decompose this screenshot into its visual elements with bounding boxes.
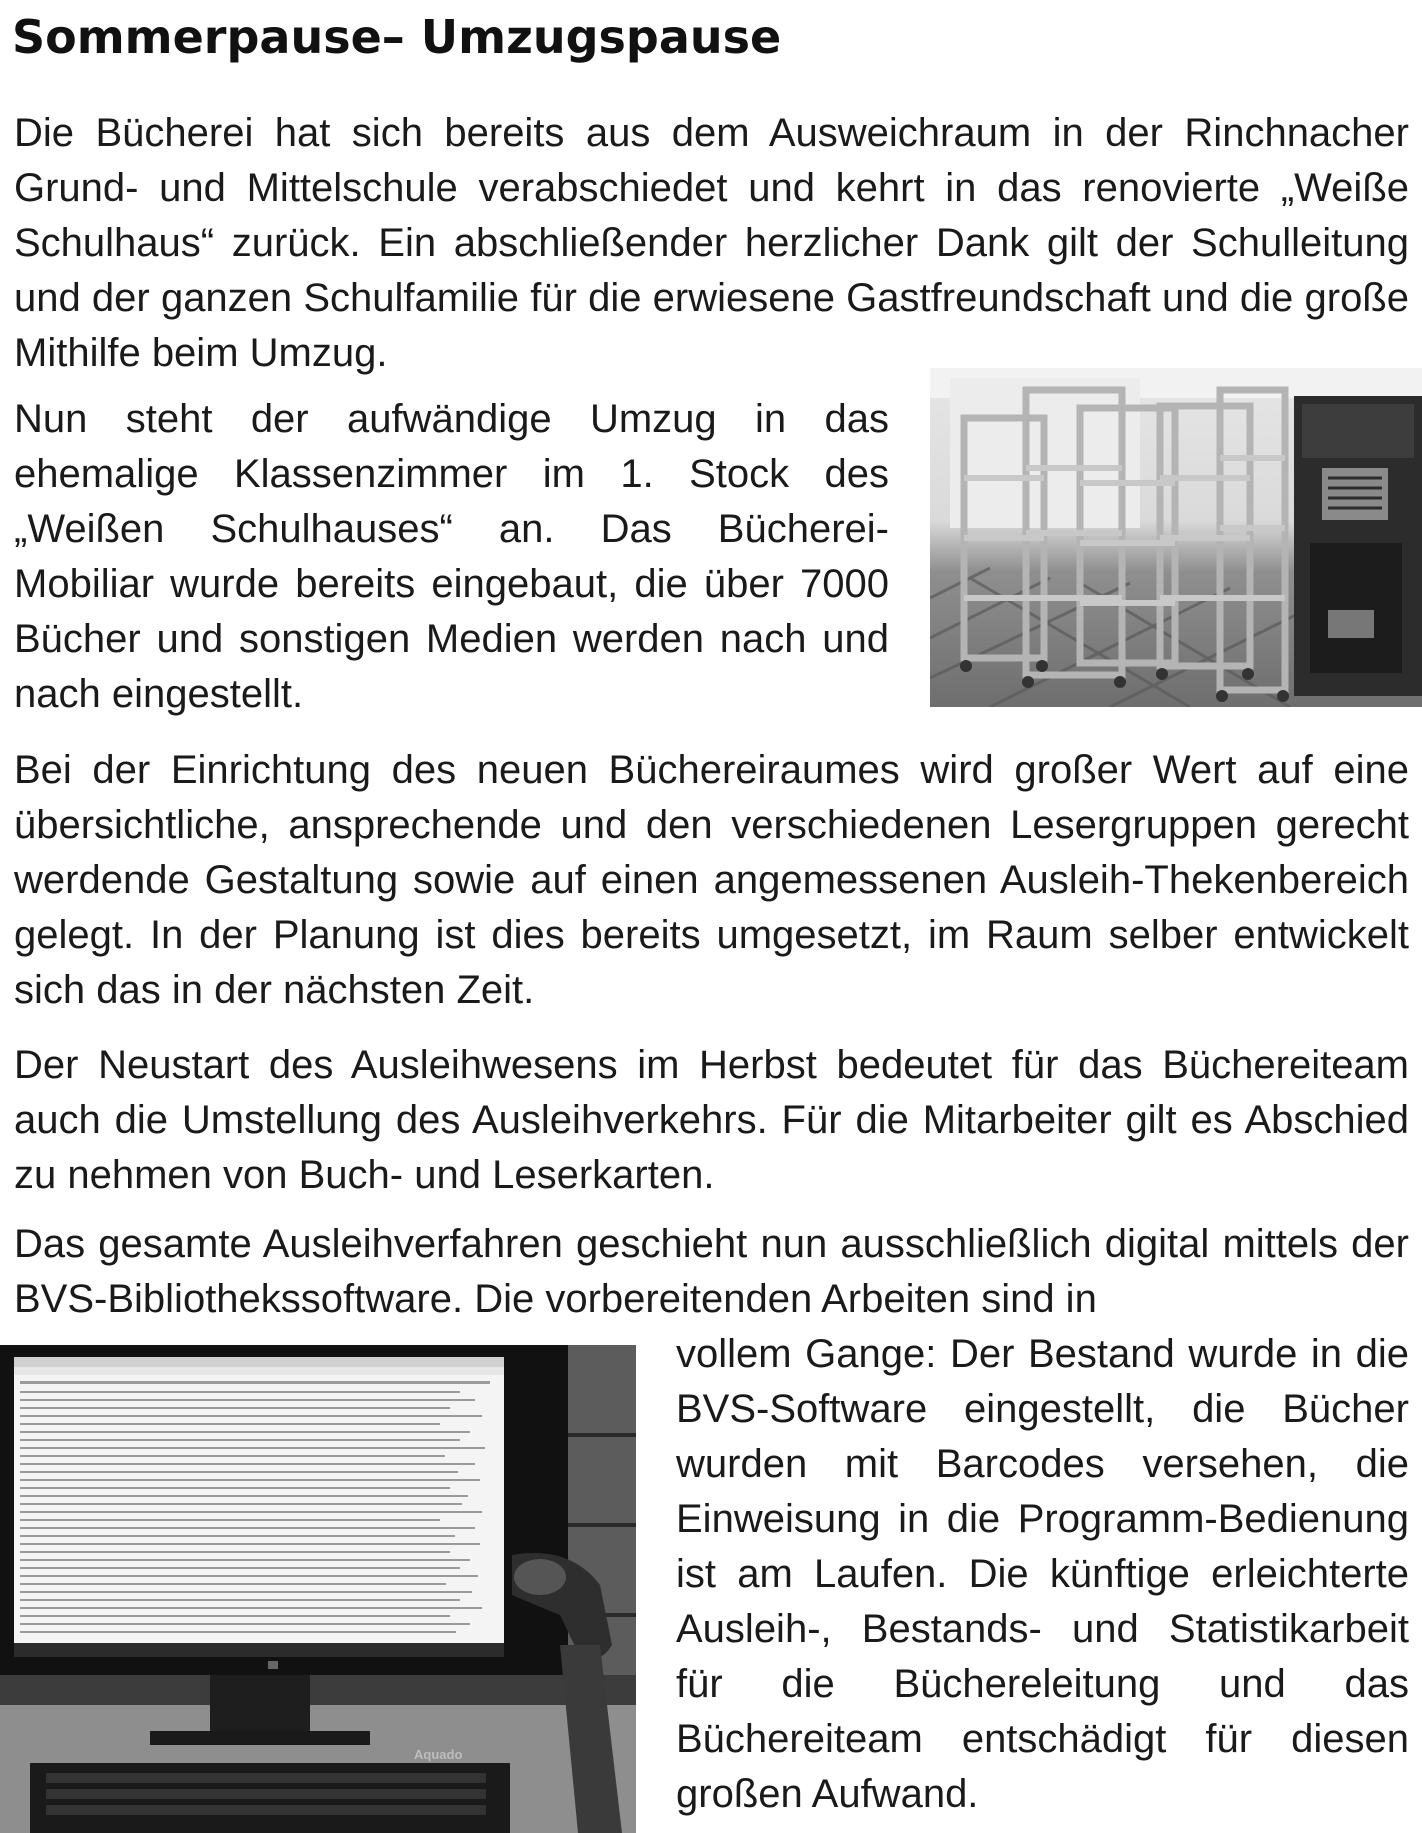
paragraph-library-farewell: Die Bücherei hat sich bereits aus dem Ausweichraum in der Rinchnacher Grund- und Mittelschule verabschiedet und kehrt in das renovierte „Weiße Schulhaus“ zurück. Ein abschließender herzlicher Dank gilt der Schulleitung und der ganzen Schulfamilie für die erwiesene Gastfreundschaft und die große Mithilfe beim Umzug. (14, 111, 1409, 375)
photo-bvs-software-monitor (0, 1345, 636, 1833)
paragraph-digital-lending: Das gesamte Ausleihverfahren geschieht nun ausschließlich digital mittels der BVS-Bibliothekssoftware. Die vorbereitenden Arbeiten sind in (14, 1222, 1409, 1321)
paragraph-lending-restart: Der Neustart des Ausleihwesens im Herbst bedeutet für das Büchereiteam auch die Umstellung des Ausleihverkehrs. Für die Mitarbeiter gilt es Abschied zu nehmen von Buch- und Leserkarten. (14, 1043, 1409, 1197)
photo-empty-shelves (930, 368, 1422, 707)
article-title: Sommerpause– Umzugspause (12, 10, 782, 64)
paragraph-room-design: Bei der Einrichtung des neuen Büchereiraumes wird großer Wert auf eine übersichtliche, ansprechende und den verschiedenen Lesergruppen gerecht werdende Gestaltung sowie auf einen angemessenen Ausleih-Thekenbereich gelegt. In der Planung ist dies bereits umgesetzt, im Raum selber entwickelt sich das in der nächsten Zeit. (14, 748, 1409, 1012)
paragraph-move-upstairs: Nun steht der aufwändige Umzug in das ehemalige Klassenzimmer im 1. Stock des „Weißen Schulhauses“ an. Das Bücherei-Mobiliar wurde bereits eingebaut, die über 7000 Bücher und sonstigen Medien werden nach und nach eingestellt. (14, 397, 889, 716)
keyboard-brand-label: Aquado (414, 1747, 463, 1762)
paragraph-preparation-status: vollem Gange: Der Bestand wurde in die BVS-Software eingestellt, die Bücher wurden mit Barcodes versehen, die Einweisung in die Programm-Bedienung ist am Laufen. Die künftige erleichterte Ausleih-, Bestands- und Statistikarbeit für die Büchereleitung und das Büchereiteam entschädigt für diesen großen Aufwand. (676, 1332, 1409, 1816)
monitor-illustration (0, 1345, 636, 1833)
shelves-illustration (930, 368, 1422, 707)
